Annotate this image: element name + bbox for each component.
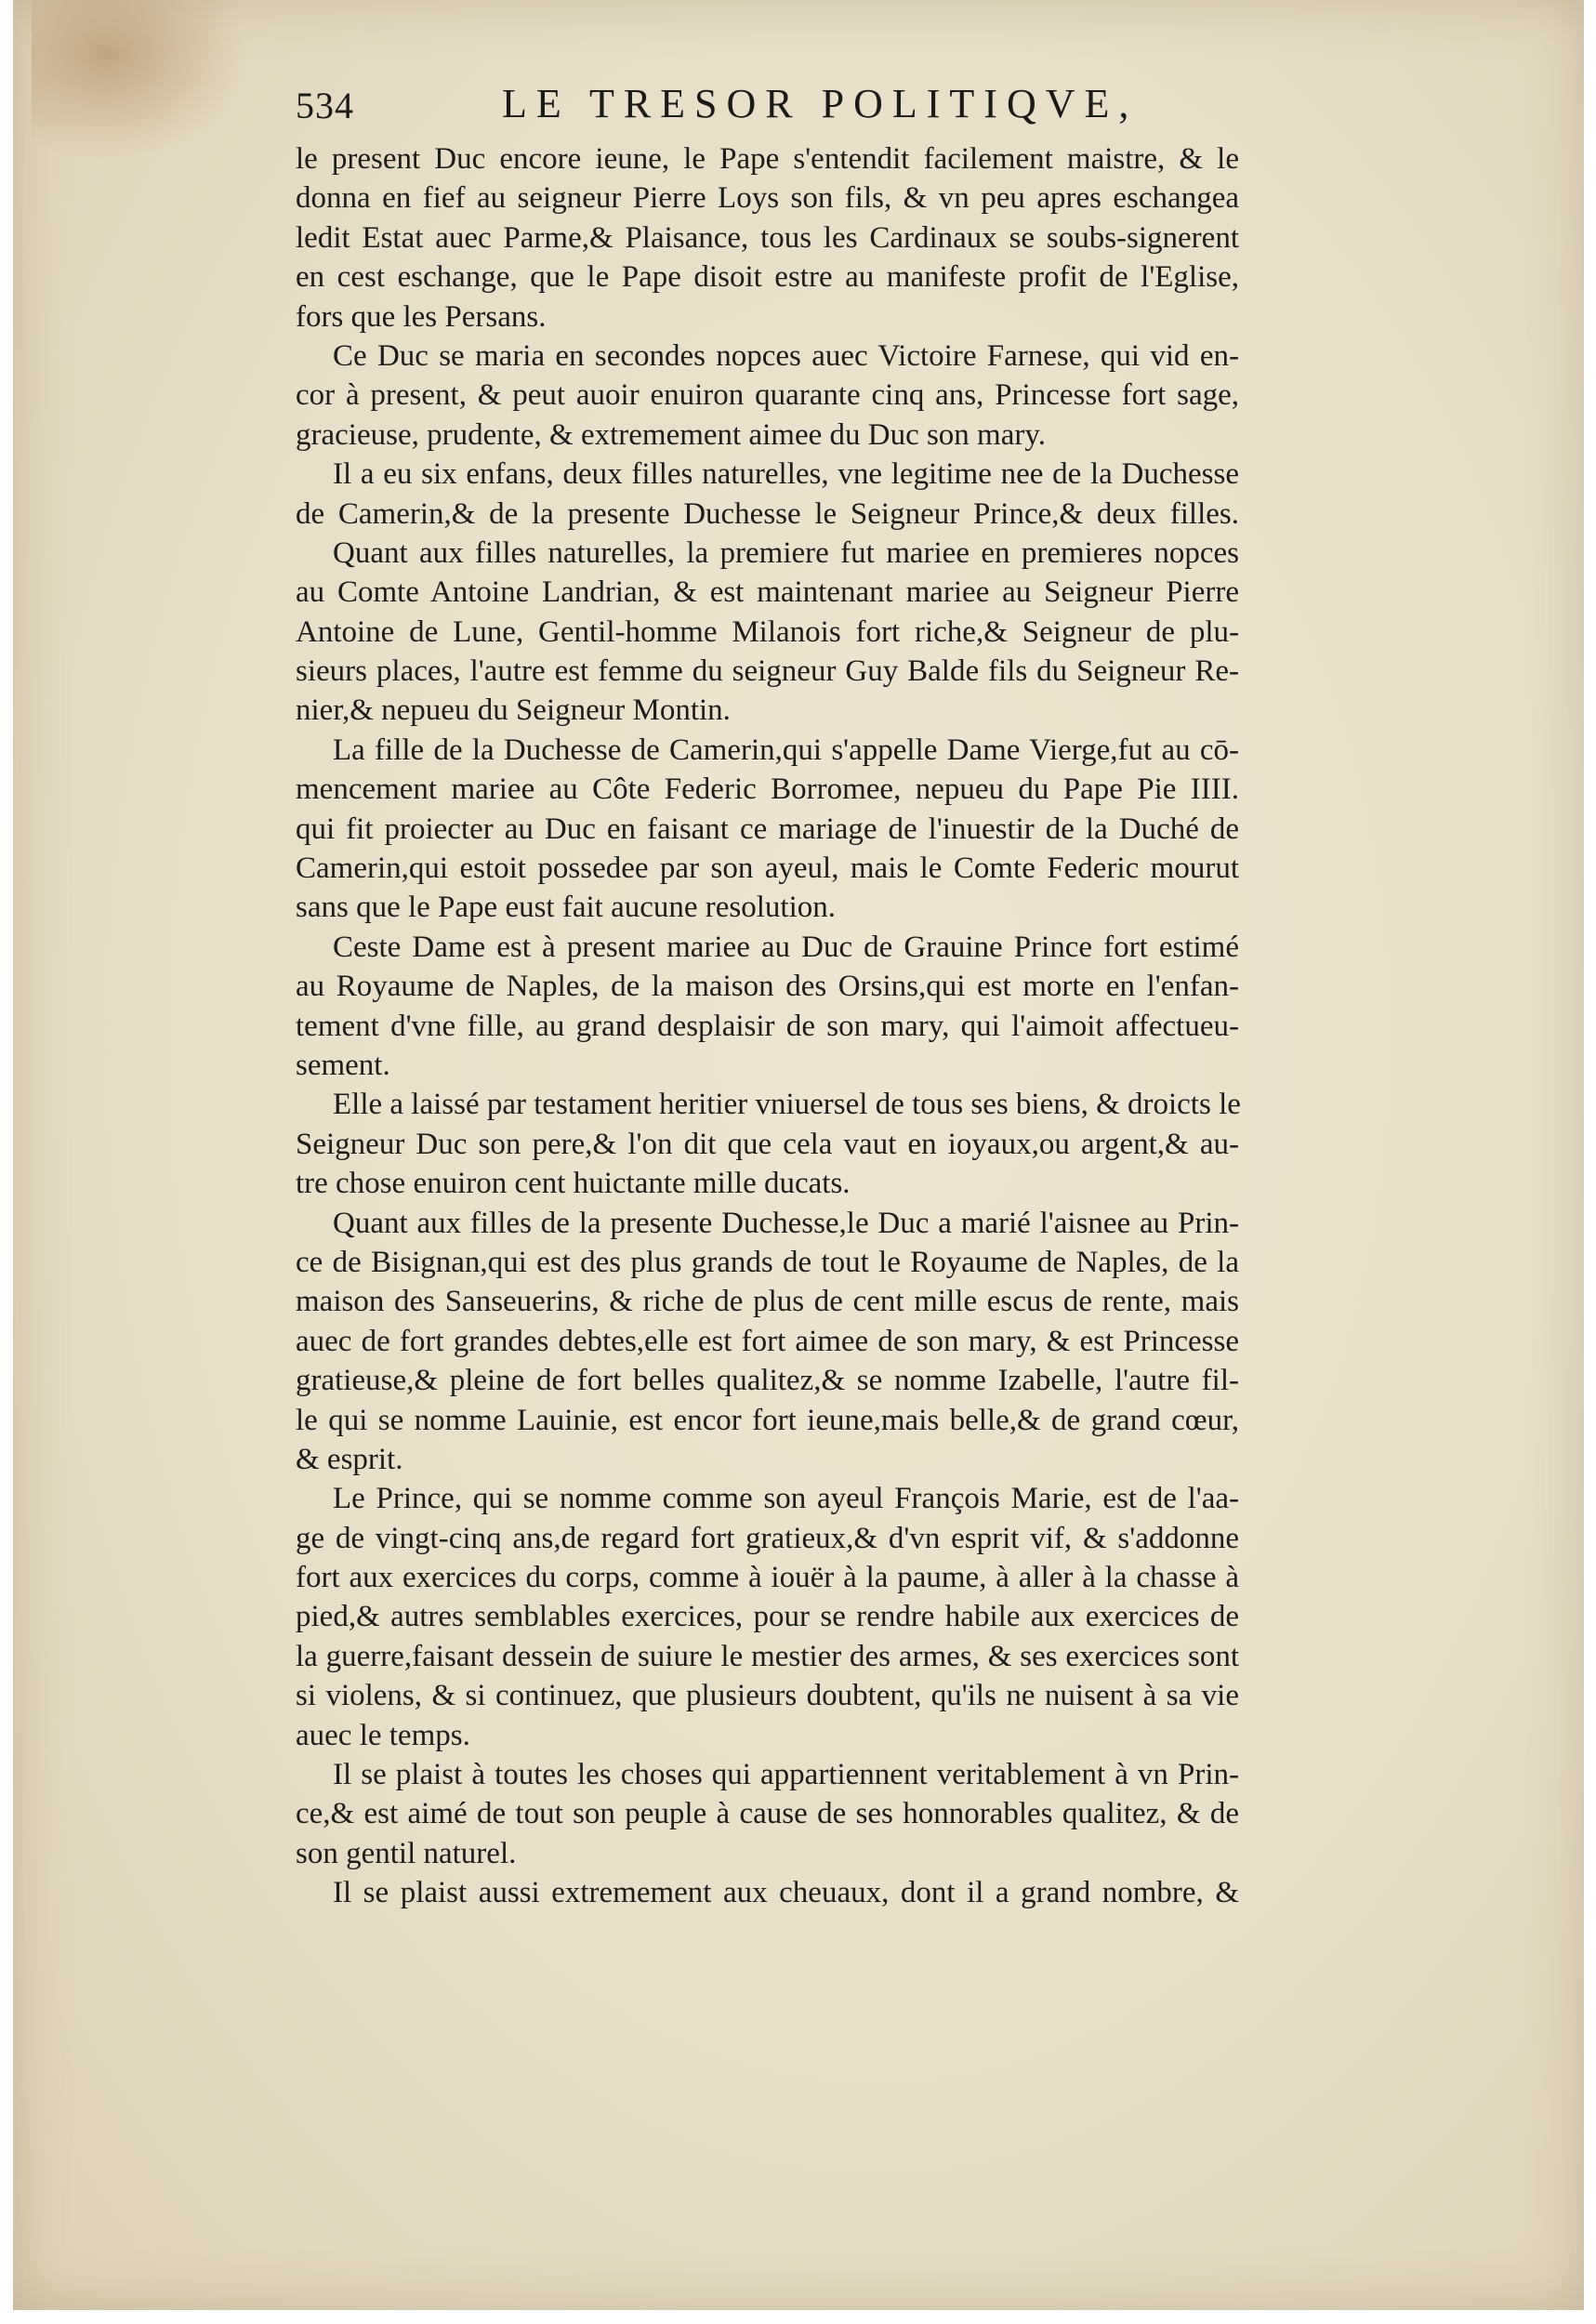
running-title: LE TRESOR POLITIQVE,	[502, 81, 1139, 126]
text-line: son gentil naturel.	[296, 1836, 517, 1870]
text-line: sement.	[296, 1048, 390, 1082]
text-line: tre chose enuiron cent huictante mille ducats.	[296, 1167, 851, 1201]
text-line: ce de Bisignan,qui est des plus grands de tout le Royaume de Naples, de la	[296, 1245, 1239, 1279]
text-line: ce,& est aimé de tout son peuple à cause de ses honnorables qualitez, & de	[296, 1797, 1239, 1831]
text-line: Camerin,qui estoit possedee par son ayeul, mais le Comte Federic mourut	[296, 852, 1239, 886]
text-line: qui fit proiecter au Duc en faisant ce mariage de l'inuestir de la Duché de	[296, 812, 1239, 846]
text-line: Quant aux filles de la presente Duchesse,le Duc a marié l'aisnee au Prin-	[333, 1206, 1239, 1240]
text-line: Quant aux filles naturelles, la premiere fut mariee en premieres nopces	[333, 535, 1239, 570]
text-line: ge de vingt-cinq ans,de regard fort gratieux,& d'vn esprit vif, & s'addonne	[296, 1521, 1239, 1555]
text-line: la guerre,faisant dessein de suiure le mestier des armes, & ses exercices sont	[296, 1639, 1239, 1673]
text-line: Il se plaist aussi extremement aux cheuaux, dont il a grand nombre, &	[333, 1876, 1239, 1910]
text-line: gracieuse, prudente, & extremement aimee du Duc son mary.	[296, 417, 1046, 452]
text-line: maison des Sanseuerins, & riche de plus de cent mille escus de rente, mais	[296, 1285, 1239, 1319]
page-header	[296, 74, 1239, 132]
text-line: donna en fief au seigneur Pierre Loys son fils, & vn peu apres eschangea	[296, 181, 1239, 216]
text-line: auec le temps.	[296, 1718, 470, 1752]
text-line: Seigneur Duc son pere,& l'on dit que cela vaut en ioyaux,ou argent,& au-	[296, 1127, 1239, 1161]
text-line: Il se plaist à toutes les choses qui appartiennent veritablement à vn Prin-	[333, 1758, 1239, 1792]
text-line: auec de fort grandes debtes,elle est fort aimee de son mary, & est Princesse	[296, 1324, 1239, 1358]
text-line: au Comte Antoine Landrian, & est maintenant mariee au Seigneur Pierre	[296, 575, 1239, 610]
text-line: & esprit.	[296, 1442, 403, 1476]
text-line: mencement mariee au Côte Federic Borromee, nepueu du Pape Pie IIII.	[296, 772, 1239, 807]
page-number: 534	[296, 85, 354, 126]
text-line: Ce Duc se maria en secondes nopces auec Victoire Farnese, qui vid en-	[333, 338, 1239, 373]
text-line: tement d'vne fille, au grand desplaisir de son mary, qui l'aimoit affectueu-	[296, 1009, 1239, 1043]
text-line: La fille de la Duchesse de Camerin,qui s'appelle Dame Vierge,fut au cō-	[333, 733, 1239, 767]
text-line: si violens, & si continuez, que plusieurs doubtent, qu'ils ne nuisent à sa vie	[296, 1679, 1239, 1713]
text-line: le qui se nomme Lauinie, est encor fort ieune,mais belle,& de grand cœur,	[296, 1403, 1239, 1437]
text-line: Ceste Dame est à present mariee au Duc de Grauine Prince fort estimé	[333, 930, 1239, 964]
text-line: Il a eu six enfans, deux filles naturelles, vne legitime nee de la Duchesse	[333, 457, 1239, 492]
text-line: sieurs places, l'autre est femme du seigneur Guy Balde fils du Seigneur Re-	[296, 654, 1239, 689]
text-line: en cest eschange, que le Pape disoit estre au manifeste profit de l'Eglise,	[296, 260, 1239, 295]
text-line: Elle a laissé par testament heritier vniuersel de tous ses biens, & droicts le	[333, 1088, 1241, 1122]
age-stain	[32, 0, 245, 158]
text-line: Antoine de Lune, Gentil-homme Milanois fort riche,& Seigneur de plu-	[296, 614, 1239, 649]
text-line: fort aux exercices du corps, comme à iouër à la paume, à aller à la chasse à	[296, 1561, 1239, 1595]
text-line: cor à present, & peut auoir enuiron quarante cinq ans, Princesse fort sage,	[296, 378, 1239, 413]
text-line: Le Prince, qui se nomme comme son ayeul François Marie, est de l'aa-	[333, 1482, 1239, 1516]
text-line: gratieuse,& pleine de fort belles qualitez,& se nomme Izabelle, l'autre fil-	[296, 1364, 1239, 1398]
text-line: le present Duc encore ieune, le Pape s'entendit facilement maistre, & le	[296, 142, 1239, 176]
text-line: nier,& nepueu du Seigneur Montin.	[296, 693, 731, 728]
text-line: au Royaume de Naples, de la maison des Orsins,qui est morte en l'enfan-	[296, 970, 1239, 1004]
text-line: sans que le Pape eust fait aucune resolution.	[296, 891, 836, 925]
text-line: pied,& autres semblables exercices, pour se rendre habile aux exercices de	[296, 1600, 1239, 1634]
text-line: fors que les Persans.	[296, 299, 547, 334]
text-line: ledit Estat auec Parme,& Plaisance, tous les Cardinaux se soubs-signerent	[296, 220, 1239, 255]
body-text	[296, 139, 1239, 1913]
text-line: de Camerin,& de la presente Duchesse le Seigneur Prince,& deux filles.	[296, 496, 1239, 531]
